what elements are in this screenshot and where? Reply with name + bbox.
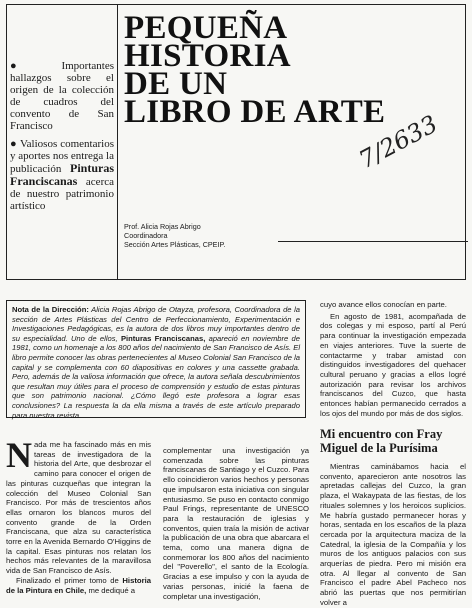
editor-note xyxy=(6,300,306,418)
column-3b xyxy=(320,462,466,608)
column-2 xyxy=(163,446,309,601)
bullet-text: Valiosos comentarios y aportes nos entrega la publicación xyxy=(10,138,114,175)
byline-rule xyxy=(278,241,468,242)
note-text-2: apareció en noviembre de 1981, como un homenaje a los 800 años del nacimiento de San Francisco de Asís. El libro permite conocer las obras pertenecientes al Museo Colonial San Francisco de la capital y se complementa con 60 diapositivas en colores y una cassette grabada. Pero, además de la valiosa información que ofrece, la autora señala descubrimientos que resultan muy útiles para el proceso de comprensión y estudio de estas pinturas que son patrimonio nacional. ¿Cómo llegó este profesora a lograr esas conclusiones? La respuesta la da ella misma a través de este artículo preparado para nuestra revista. xyxy=(12,333,300,420)
title-line-1: PEQUEÑA HISTORIA xyxy=(124,10,291,74)
byline-author: Prof. Alicia Rojas Abrigo xyxy=(124,222,201,231)
bullet-1 xyxy=(10,60,114,132)
bullet-2 xyxy=(10,138,114,212)
column-3 xyxy=(320,300,466,418)
bullet-bold: Pinturas Franciscanas xyxy=(10,161,114,188)
note-text-1: Alicia Rojas Abrigo de Otayza, profesora, Coordinadora de la sección de Artes Plásticas del Centro de Perfeccionamiento, Experimentación e Investigaciones Pedagógicas, es la autora de dos libros muy importantes dentro de su especialidad. Uno de ellos, xyxy=(12,305,300,343)
bullet-text: Importantes hallazgos sobre el origen de la colección de cuadros del convento de San Francisco xyxy=(10,60,114,132)
col1-text-3: me dediqué a xyxy=(86,585,136,595)
col3-paragraph-2: En agosto de 1981, acompañada de dos colegas y mi esposo, partí al Perú para continuar la investigación empezada en viajes anteriores. Tuve la suerte de contactarme y trabar amistad con distinguidos investigadores del quehacer cultural peruano y gracias a ellos logré autorización para revisar los archivos franciscanos del Cuzco, que hasta entonces habían permanecido cerrados a los ojos del mundo por más de dos siglos. xyxy=(320,311,466,418)
section-heading: Mi encuentro con Fray Miguel de la Purísima xyxy=(320,427,443,455)
col1-paragraph-2 xyxy=(6,576,151,595)
col1-text-1: ada me ha fascinado más en mis tareas de investigadora de la historia del Arte, que desbrozar el camino para conocer el origen de las pinturas cuzqueñas que integran la colección del Museo Colonial San Francisco. Por más de trescientos años ellas ornaron los blancos muros del convento grande de la Orden Franciscana, que alza su característica torre en la Avenida Bernardo O'Higgins de la capital. Esas pinturas nos relatan los hechos más relevantes de la maravillosa vida de San Francisco de Asís. xyxy=(6,440,151,576)
byline-section: Sección Artes Plásticas, CPEIP. xyxy=(124,240,226,249)
byline xyxy=(124,222,225,249)
byline-role: Coordinadora xyxy=(124,231,168,240)
note-label: Nota de la Dirección: xyxy=(12,305,89,314)
page-title xyxy=(124,10,454,130)
dropcap: N xyxy=(6,435,32,475)
handwritten-note: 7/2633 xyxy=(354,109,443,175)
note-bold: Pinturas Franciscanas, xyxy=(120,333,206,343)
title-line-2: DE UN xyxy=(124,66,228,102)
col3-paragraph-1: cuyo avance ellos conocían en parte. xyxy=(320,300,447,309)
col1-bold: Historia de la Pintura en Chile, xyxy=(6,575,151,595)
bullet-icon: ● xyxy=(10,60,62,72)
col2-text: complementar una investigación ya comenzada sobre las pinturas franciscanas de Santiago y el Cuzco. Para ello coincidieron varios hechos y personas que impulsaron esta iniciativa con singular entusiasmo. Se puso en contacto conmigo Paul Frings, representante de UNESCO para la restauración de iglesias y conventos, quien traía la misión de activar la publicación de una obra que abarcara el tema, como una manera digna de conmemorar los 800 años del nacimiento del "Poverello", el santo de la Ecología. Gracias a ese impulso y con la ayuda de varias personas, inicié la faena de completar una investigación, xyxy=(163,446,309,601)
title-line-3: LIBRO DE ARTE xyxy=(124,94,386,130)
col3b-text: Mientras caminábamos hacia el convento, aparecieron ante nosotros las apretadas callejas del Cuzco, la gran plaza, el Wakaypata de las fiestas, de los rituales solemnes y los heroicos suplicios. Me habría gustado permanecer horas y horas, sentada en los escaños de la plaza cercada por la arquitectura maciza de la Catedral, la iglesia de la Compañía y los muros de los antiguos palacios con sus arquerías de piedra. Pero mi misión era otra. Al llegar al convento de San Francisco el padre Abel Pacheco nos abrió las puertas que nos permitirían volver a xyxy=(320,462,466,607)
bullet-icon: ● xyxy=(10,138,20,150)
bullet-text-after: acerca de nuestro patrimonio artístico xyxy=(10,176,114,212)
column-1 xyxy=(6,435,151,595)
col1-text-2: Finalizado el primer tomo de xyxy=(16,575,123,585)
